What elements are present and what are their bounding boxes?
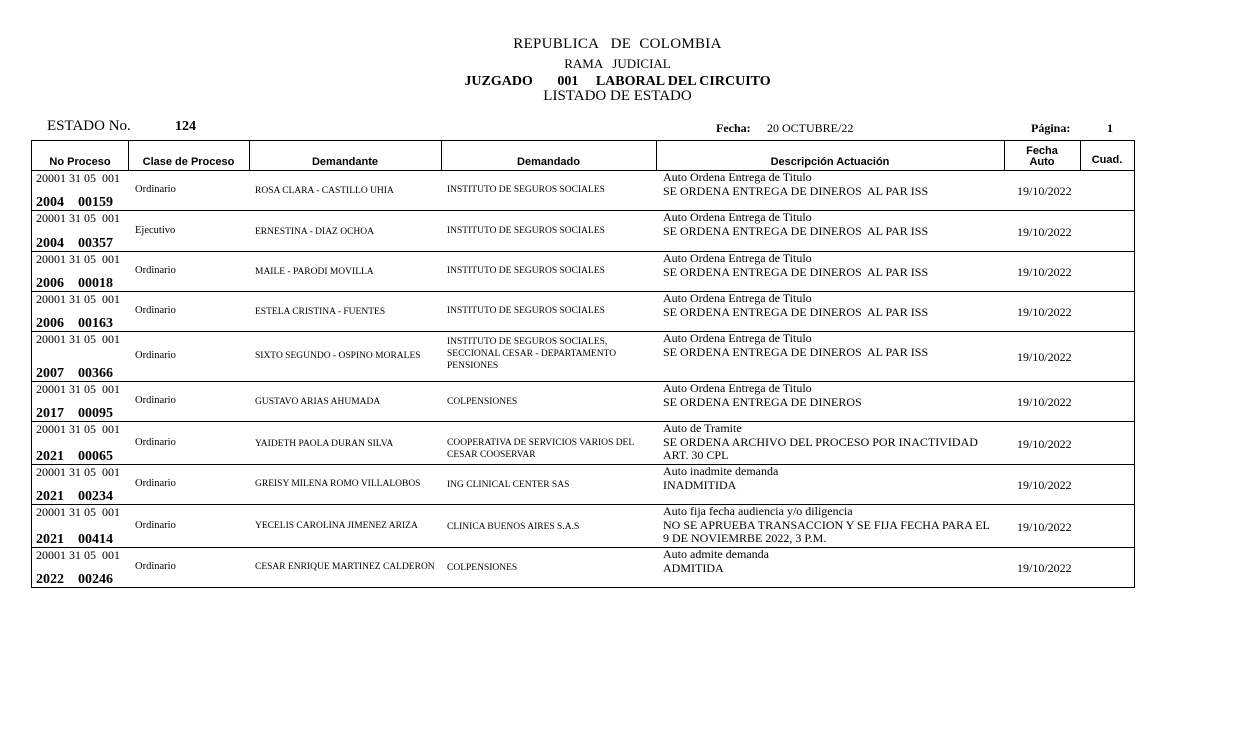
col-demandante: Demandante: [311, 156, 379, 168]
proceso-number: [36, 532, 113, 548]
descripcion-actuacion: [663, 505, 1003, 546]
proceso-year: 2021: [36, 532, 64, 547]
desc-line1: Auto admite demanda: [663, 547, 769, 561]
table-row: [32, 465, 1134, 505]
demandado: COLPENSIONES: [447, 563, 518, 573]
desc-line2: SE ORDENA ENTREGA DE DINEROS AL PAR ISS: [663, 183, 929, 198]
table-row: [32, 505, 1134, 548]
desc-line1: Auto Ordena Entrega de Titulo: [663, 251, 812, 265]
demandante: GREISY MILENA ROMO VILLALOBOS: [255, 479, 421, 489]
table-row: [32, 382, 1134, 422]
proceso-number: [36, 366, 113, 382]
desc-line1: Auto Ordena Entrega de Titulo: [663, 210, 812, 224]
descripcion-actuacion: [663, 211, 1003, 238]
desc-line3: 9 DE NOVIEMRBE 2022, 3 P.M.: [663, 531, 827, 545]
estado-table: [31, 140, 1135, 588]
demandante: ESTELA CRISTINA - FUENTES: [255, 307, 386, 317]
desc-line2: INADMITIDA: [663, 477, 737, 492]
proceso-num: 00366: [78, 366, 113, 381]
demandado: COOPERATIVA DE SERVICIOS VARIOS DEL CESAR COOSERVAR: [447, 438, 634, 460]
demandante: MAILE - PARODI MOVILLA: [255, 267, 374, 277]
proceso-code: 20001 31 05 001: [36, 465, 120, 479]
header-republica: REPUBLICA DE COLOMBIA: [513, 36, 722, 52]
table-header: [32, 141, 1134, 171]
fecha-value: 20 OCTUBRE/22: [767, 121, 854, 135]
proceso-number: [36, 236, 113, 252]
fecha-auto: 19/10/2022: [1017, 437, 1072, 451]
table-row: [32, 171, 1134, 211]
demandante: ERNESTINA - DIAZ OCHOA: [255, 227, 375, 237]
table-row: [32, 252, 1134, 292]
proceso-num: 00234: [78, 489, 113, 504]
proceso-year: 2004: [36, 195, 64, 210]
header-juzgado: JUZGADO 001 LABORAL DEL CIRCUITO: [464, 74, 771, 89]
fecha-auto: 19/10/2022: [1017, 265, 1072, 279]
desc-line2: ADMITIDA: [663, 560, 724, 575]
clase-proceso: Ordinario: [135, 520, 176, 531]
demandante: YECELIS CAROLINA JIMENEZ ARIZA: [255, 521, 418, 531]
clase-proceso: Ordinario: [135, 305, 176, 316]
clase-proceso: Ordinario: [135, 350, 176, 361]
col-fecha-auto-line1: Fecha: [1026, 145, 1058, 157]
proceso-num: 00414: [78, 532, 113, 547]
col-fecha-auto: [1004, 141, 1080, 170]
desc-line3: ART. 30 CPL: [663, 448, 729, 462]
demandante: ROSA CLARA - CASTILLO UHIA: [255, 186, 394, 196]
proceso-number: [36, 489, 113, 505]
estado-label: ESTADO No.: [47, 118, 131, 134]
proceso-num: 00095: [78, 406, 113, 421]
desc-line1: Auto Ordena Entrega de Titulo: [663, 291, 812, 305]
descripcion-actuacion: [663, 548, 1003, 575]
table-body: [32, 171, 1134, 587]
table-row: [32, 332, 1134, 382]
desc-line1: Auto Ordena Entrega de Titulo: [663, 170, 812, 184]
descripcion-actuacion: [663, 171, 1003, 198]
demandante: SIXTO SEGUNDO - OSPINO MORALES: [255, 351, 421, 361]
fecha-auto: 19/10/2022: [1017, 395, 1072, 409]
proceso-year: 2006: [36, 316, 64, 331]
desc-line1: Auto fija fecha audiencia y/o diligencia: [663, 504, 853, 518]
proceso-num: 00159: [78, 195, 113, 210]
desc-line1: Auto inadmite demanda: [663, 464, 779, 478]
proceso-code: 20001 31 05 001: [36, 548, 120, 562]
col-fecha-auto-line2: Auto: [1029, 156, 1055, 168]
desc-line2: SE ORDENA ENTREGA DE DINEROS AL PAR ISS: [663, 304, 929, 319]
demandante: YAIDETH PAOLA DURAN SILVA: [255, 439, 394, 449]
table-row: [32, 292, 1134, 332]
proceso-code: 20001 31 05 001: [36, 332, 120, 346]
demandado: INSTITUTO DE SEGUROS SOCIALES: [447, 266, 605, 276]
demandado: INSTITUTO DE SEGUROS SOCIALES: [447, 306, 605, 316]
proceso-year: 2004: [36, 236, 64, 251]
clase-proceso: Ordinario: [135, 395, 176, 406]
clase-proceso: Ordinario: [135, 478, 176, 489]
desc-line2: SE ORDENA ARCHIVO DEL PROCESO POR INACTIVIDAD: [663, 434, 978, 449]
table-row: [32, 548, 1134, 587]
pagina-value: 1: [1107, 121, 1113, 135]
proceso-code: 20001 31 05 001: [36, 505, 120, 519]
desc-line1: Auto Ordena Entrega de Titulo: [663, 381, 812, 395]
fecha-auto: 19/10/2022: [1017, 225, 1072, 239]
proceso-year: 2022: [36, 572, 64, 587]
proceso-number: [36, 406, 113, 422]
desc-line1: Auto Ordena Entrega de Titulo: [663, 331, 812, 345]
fecha-auto: 19/10/2022: [1017, 350, 1072, 364]
col-cuad: Cuad.: [1091, 154, 1123, 166]
col-descripcion: Descripción Actuación: [770, 156, 890, 168]
demandado: ING CLINICAL CENTER SAS: [447, 480, 570, 490]
proceso-code: 20001 31 05 001: [36, 171, 120, 185]
clase-proceso: Ordinario: [135, 437, 176, 448]
header-listado: LISTADO DE ESTADO: [543, 88, 692, 104]
desc-line2: SE ORDENA ENTREGA DE DINEROS AL PAR ISS: [663, 223, 929, 238]
fecha-auto: 19/10/2022: [1017, 478, 1072, 492]
clase-proceso: Ejecutivo: [135, 225, 176, 236]
proceso-code: 20001 31 05 001: [36, 292, 120, 306]
descripcion-actuacion: [663, 422, 1003, 463]
proceso-code: 20001 31 05 001: [36, 382, 120, 396]
fecha-auto: 19/10/2022: [1017, 520, 1072, 534]
proceso-num: 00018: [78, 276, 113, 291]
demandado: INSTITUTO DE SEGUROS SOCIALES: [447, 185, 605, 195]
proceso-num: 00065: [78, 449, 113, 464]
descripcion-actuacion: [663, 332, 1003, 359]
proceso-code: 20001 31 05 001: [36, 211, 120, 225]
clase-proceso: Ordinario: [135, 184, 176, 195]
descripcion-actuacion: [663, 465, 1003, 492]
proceso-number: [36, 572, 113, 588]
proceso-number: [36, 195, 113, 211]
desc-line2: SE ORDENA ENTREGA DE DINEROS AL PAR ISS: [663, 264, 929, 279]
table-row: [32, 422, 1134, 465]
demandado: CLINICA BUENOS AIRES S.A.S: [447, 522, 580, 532]
proceso-code: 20001 31 05 001: [36, 422, 120, 436]
proceso-year: 2021: [36, 489, 64, 504]
proceso-year: 2017: [36, 406, 64, 421]
proceso-year: 2007: [36, 366, 64, 381]
descripcion-actuacion: [663, 382, 1003, 409]
proceso-number: [36, 449, 113, 465]
clase-proceso: Ordinario: [135, 561, 176, 572]
proceso-num: 00163: [78, 316, 113, 331]
proceso-code: 20001 31 05 001: [36, 252, 120, 266]
proceso-number: [36, 316, 113, 332]
col-demandado: Demandado: [517, 156, 580, 168]
descripcion-actuacion: [663, 252, 1003, 279]
demandante: GUSTAVO ARIAS AHUMADA: [255, 397, 381, 407]
fecha-label: Fecha:: [716, 121, 751, 135]
proceso-year: 2021: [36, 449, 64, 464]
header-rama: RAMA JUDICIAL: [564, 56, 671, 71]
descripcion-actuacion: [663, 292, 1003, 319]
demandado: COLPENSIONES: [447, 397, 518, 407]
desc-line2: SE ORDENA ENTREGA DE DINEROS AL PAR ISS: [663, 344, 929, 359]
proceso-num: 00246: [78, 572, 113, 587]
demandado: INSTITUTO DE SEGUROS SOCIALES, SECCIONAL CESAR - DEPARTAMENTO PENSIONES: [447, 337, 617, 371]
col-clase: Clase de Proceso: [142, 156, 235, 168]
fecha-auto: 19/10/2022: [1017, 561, 1072, 575]
desc-line1: Auto de Tramite: [663, 421, 742, 435]
demandante: CESAR ENRIQUE MARTINEZ CALDERON: [255, 562, 435, 572]
desc-line2: SE ORDENA ENTREGA DE DINEROS: [663, 394, 862, 409]
proceso-number: [36, 276, 113, 292]
clase-proceso: Ordinario: [135, 265, 176, 276]
col-no-proceso: No Proceso: [49, 156, 111, 168]
table-row: [32, 211, 1134, 252]
demandado: INSTITUTO DE SEGUROS SOCIALES: [447, 226, 605, 236]
pagina-label: Página:: [1031, 121, 1071, 135]
desc-line2: NO SE APRUEBA TRANSACCION Y SE FIJA FECHA PARA EL: [663, 517, 990, 532]
fecha-auto: 19/10/2022: [1017, 305, 1072, 319]
fecha-auto: 19/10/2022: [1017, 184, 1072, 198]
estado-value: 124: [175, 119, 196, 134]
proceso-year: 2006: [36, 276, 64, 291]
proceso-num: 00357: [78, 236, 113, 251]
